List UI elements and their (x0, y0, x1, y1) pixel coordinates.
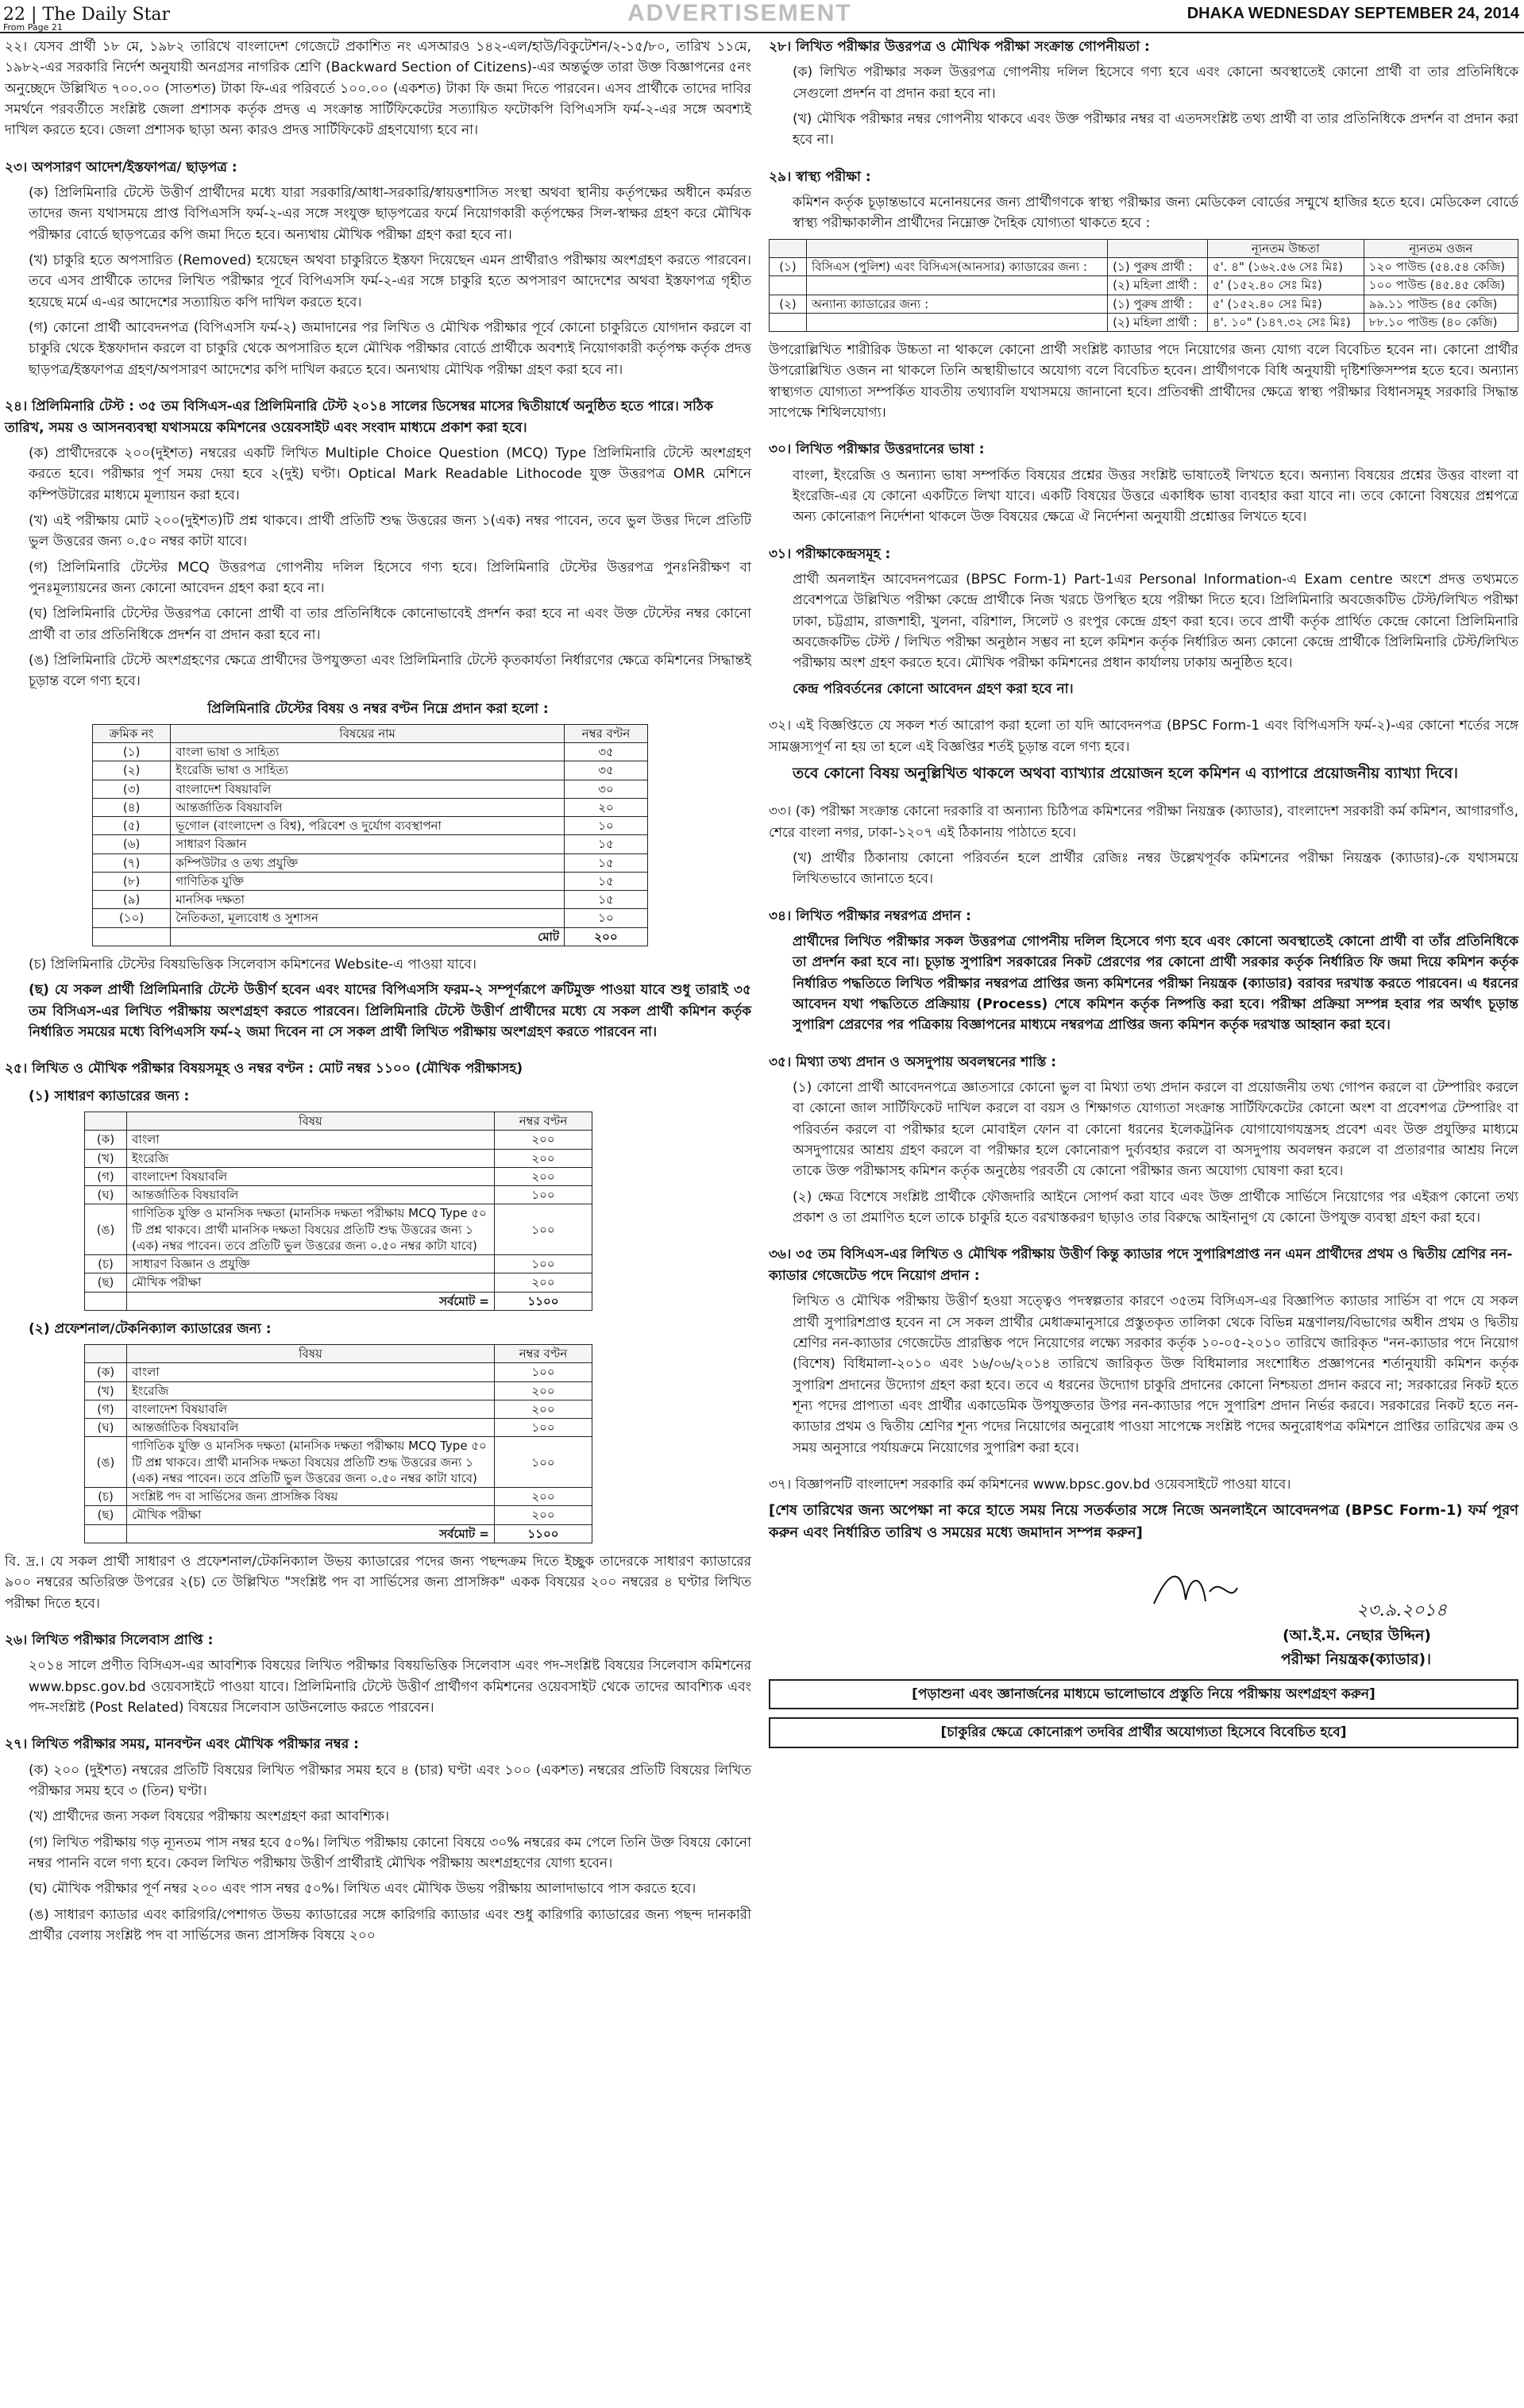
section-35-title: ৩৫। মিথ্যা তথ্য প্রদান ও অসদুপায় অবলম্বনের শাস্তি : (769, 1054, 1057, 1070)
prelim-row (93, 835, 648, 853)
table-header (1108, 239, 1208, 257)
right-column (769, 37, 1518, 1756)
prof-total-label: সর্বমোট = (127, 1524, 495, 1543)
section-28-title: ২৮। লিখিত পরীক্ষার উত্তরপত্র ও মৌখিক পরীক্ষা সংক্রান্ত গোপনীয়তা : (769, 39, 1150, 55)
table-cell: (২) মহিলা প্রার্থী : (1108, 276, 1208, 295)
para-22: ২২। যেসব প্রার্থী ১৮ মে, ১৯৮২ তারিখে বাংলাদেশ গেজেটে প্রকাশিত নং এসআরও ১৪২-এল/হাউ/বিকুটেশন/২-১৫/৮০, তারিখ ১১মে, ১৯৮২-এর সরকারি নির্দেশ অনুযায়ী অনগ্রসর নাগরিক শ্রেণি (Backward Section of Citizens)-এর অন্তর্ভুক্ত তারা উক্ত বিজ্ঞাপনের ৫নং অনুচ্ছেদে উল্লিখিত ৭০০.০০ (সাতশত) টাকা ফি-এর পরিবর্তে ১০০.০০ (একশত) টাকা ফি জমা দিতে পারবেন। এসব প্রার্থীকে তাদের দাবির সমর্থনে পরবর্তীতে সংশ্লিষ্ট জেলা প্রশাসক কর্তৃক প্রদত্ত এ সংক্রান্ত সার্টিফিকেটের সত্যায়িত ফটোকপি বিপিএসসি ফর্ম-২-এর সঙ্গে অবশ্যই দাখিল করতে হবে। জেলা প্রশাসক ছাড়া অন্য কারও প্রদত্ত সার্টিফিকেট গ্রহণযোগ্য হবে না। (5, 39, 751, 139)
para-24chh: (ছ) যে সকল প্রার্থী প্রিলিমিনারি টেস্টে উত্তীর্ণ হবেন এবং যাদের বিপিএসসি ফরম-২ সম্পূর্ণরূপে ক্রটিমুক্ত পাওয়া যাবে শুধু তারাই ৩৫ তম বিসিএস-এর লিখিত পরীক্ষায় অংশগ্রহণ করতে পারবেন। প্রিলিমিনারি টেস্টে উত্তীর্ণ প্রার্থীদের মধ্যে যে সকল প্রার্থী কমিশন কর্তৃক নির্ধারিত সময়ের মধ্যে বিপিএসসি ফর্ম-২ জমা দিবেন না সে সকল প্রার্থী লিখিত পরীক্ষায় অংশগ্রহণ করতে পারবেন না। (29, 982, 751, 1040)
table-header (85, 1345, 127, 1363)
general-cadre-row (85, 1273, 592, 1292)
para-27b: (খ) প্রার্থীদের জন্য সকল বিষয়ের পরীক্ষায় অংশগ্রহণ করা আবশ্যিক। (29, 1809, 390, 1825)
table-cell: ২০ (565, 798, 648, 816)
general-cadre-row (85, 1186, 592, 1204)
table-cell: (৫) (93, 817, 171, 835)
prelim-row (93, 853, 648, 872)
para-30: বাংলা, ইংরেজি ও অন্যান্য ভাষা সম্পর্কিত বিষয়ের প্রশ্নের উত্তর সংশ্লিষ্ট ভাষাতেই লিখতে হবে। অন্যান্য বিষয়ের প্রশ্নের উত্তর বাংলা বা ইংরেজি-এর যে কোনো একটিতে লিখা যাবে। একটি বিষয়ের উত্তরে একাধিক ভাষা ব্যবহার করা যাবে না। তবে কোনো বিষয়ের প্রশ্নপত্রে অন্য কোনোরূপ নির্দেশনা থাকলে উক্ত বিষয়ের ক্ষেত্রে ঐ নির্দেশনা অনুযায়ী প্রশ্নোত্তর লিখতে হবে। (793, 467, 1518, 526)
para-37: ৩৭। বিজ্ঞাপনটি বাংলাদেশ সরকারি কর্ম কমিশনের www.bpsc.gov.bd ওয়েবসাইটে পাওয়া যাবে। (769, 1476, 1291, 1493)
table-cell: সাধারণ বিজ্ঞান ও প্রযুক্তি (127, 1255, 495, 1273)
section-27 (5, 1734, 751, 1946)
table-cell: নৈতিকতা, মূল্যবোধ ও সুশাসন (171, 909, 565, 927)
prelim-row (93, 872, 648, 890)
para-24d: (ঘ) প্রিলিমিনারি টেস্টের উত্তরপত্র কোনো প্রার্থী বা তার প্রতিনিধিকে কোনোভাবেই প্রদর্শন করা হবে না এবং উক্ত টেস্টের নম্বর কোনো প্রার্থী বা তার প্রতিনিধিকে প্রদর্শন বা প্রদান করা হবে না। (29, 606, 751, 643)
masthead (0, 0, 1524, 33)
table-cell: ২০০ (495, 1131, 592, 1149)
table-cell: (২) (770, 295, 807, 313)
table-cell: ৮৮.১০ পাউন্ড (৪০ কেজি) (1364, 313, 1518, 331)
signature-block (769, 1560, 1518, 1624)
professional-cadre-row (85, 1419, 592, 1437)
table-cell (770, 276, 807, 295)
table-cell: ১২০ পাউন্ড (৫৪.৫৪ কেজি) (1364, 258, 1518, 276)
section-35 (769, 1052, 1518, 1229)
table-cell: (১) (93, 743, 171, 761)
professional-cadre-row (85, 1506, 592, 1524)
table-cell: ৯৯.১১ পাউন্ড (৪৫ কেজি) (1364, 295, 1518, 313)
note-nb: বি. দ্র.। যে সকল প্রার্থী সাধারণ ও প্রফেশনাল/টেকনিক্যাল উভয় ক্যাডারের পদের জন্য পছন্দক্রম দিতে ইচ্ছুক তাদেরকে সাধারণ ক্যাডারের ৯০০ নম্বরের অতিরিক্ত উপরের ২(চ) তে উল্লিখিত "সংশ্লিষ্ট পদ বা সার্ভিসের জন্য প্রাসঙ্গিক" একক বিষয়ের ২০০ নম্বরের ৪ ঘণ্টার লিখিত পরীক্ষা দিতে হবে। (5, 1553, 751, 1612)
prelim-row (93, 761, 648, 780)
table-cell: ভূগোল (বাংলাদেশ ও বিশ্ব), পরিবেশ ও দুর্যোগ ব্যবস্থাপনা (171, 817, 565, 835)
table-header: নম্বর বণ্টন (565, 724, 648, 742)
para-35a: (১) কোনো প্রার্থী আবেদনপত্রে জ্ঞাতসারে কোনো ভুল বা মিথ্যা তথ্য প্রদান করলে বা প্রয়োজনীয় তথ্য গোপন করলে বা টেম্পারিং করলে বা কোনো জাল সার্টিফিকেট দাখিল করলে বা বয়স ও শিক্ষাগত যোগ্যতা সংক্রান্ত সার্টিফিকেটের কোনো অংশ বা প্রবেশপত্র টেম্পারিং বা পরিবর্তন করলে বা পরীক্ষার হলে মোবাইল ফোন বা কোনো ধরনের ইলেকট্রনিক যোগাযোগযন্ত্রসহ প্রবেশ এবং উক্ত প্রযুক্তির মাধ্যমে অসদুপায়ের আশ্রয় গ্রহণ করলে বা পরীক্ষার হলে কোনোরূপ দুর্ব্যবহার করলে বা অসদুপায় অবলম্বন করলে বা প্রতারণার আশ্রয় নিলে তাকে উক্ত পরীক্ষাসহ কমিশন কর্তৃক অনুষ্ঠেয় পরবর্তী যে কোনো পরীক্ষার জন্য অযোগ্য ঘোষণা করা হবে। (793, 1080, 1518, 1180)
advertisement-label: ADVERTISEMENT (627, 0, 852, 26)
prof-total: ১১০০ (495, 1524, 592, 1543)
notice-box-lobbying: [চাকুরির ক্ষেত্রে কোনোরূপ তদবির প্রার্থীর অযোগ্যতা হিসেবে বিবেচিত হবে] (769, 1717, 1518, 1747)
general-cadre-row (85, 1149, 592, 1167)
table-cell: ১৫ (565, 853, 648, 872)
table-cell: (গ) (85, 1167, 127, 1185)
health-row (770, 276, 1518, 295)
table-cell: (ঙ) (85, 1437, 127, 1488)
professional-cadre-table (84, 1344, 592, 1543)
table-cell: (৩) (93, 780, 171, 798)
prelim-row (93, 891, 648, 909)
section-22 (5, 37, 751, 141)
para-24a: (ক) প্রার্থীদেরকে ২০০(দুইশত) নম্বরের একটি লিখিত Multiple Choice Question (MCQ) Type প্রিলিমিনারি টেস্টে অংশগ্রহণ করতে হবে। পরীক্ষার পূর্ণ সময় দেয়া হবে ২(দুই) ঘণ্টা। Optical Mark Readable Lithocode যুক্ত উত্তরপত্র OMR মেশিনে কম্পিউটারের মাধ্যমে মূল্যায়ন করা হবে। (29, 445, 751, 503)
table-cell: (৯) (93, 891, 171, 909)
table-cell: ১০ (565, 817, 648, 835)
table-cell: (১০) (93, 909, 171, 927)
para-26: ২০১৪ সালে প্রণীত বিসিএস-এর আবশ্যিক বিষয়ের লিখিত পরীক্ষার বিষয়ভিত্তিক সিলেবাস এবং পদ-সংশ্লিষ্ট বিষয়ের সিলেবাস কমিশনের www.bpsc.gov.bd ওয়েবসাইটে পাওয়া যাবে। প্রিলিমিনারি টেস্টে উত্তীর্ণ প্রার্থীগণ কমিশনের ওয়েবসাইট থেকে তাদের আবশ্যিক এবং পদ-সংশ্লিষ্ট (Post Related) বিষয়ের সিলেবাস ডাউনলোড করতে পারবেন। (29, 1658, 751, 1716)
table-cell: ২০০ (495, 1488, 592, 1506)
signatory-name: (আ.ই.ম. নেছার উদ্দিন) (1282, 1627, 1431, 1645)
para-27e: (ঙ) সাধারণ ক্যাডার এবং কারিগরি/পেশাগত উভয় ক্যাডারের সঙ্গে কারিগরি ক্যাডার এবং শুধু কারিগরি ক্যাডারের জন্য পছন্দ দানকারী প্রার্থীর বেলায় সংশ্লিষ্ট পদ বা সার্ভিসের জন্য প্রাসঙ্গিক বিষয়ে ২০০ (29, 1906, 751, 1944)
table-cell: কম্পিউটার ও তথ্য প্রযুক্তি (171, 853, 565, 872)
table-cell: সংশ্লিষ্ট পদ বা সার্ভিসের জন্য প্রাসঙ্গিক বিষয় (127, 1488, 495, 1506)
table-cell: বাংলাদেশ বিষয়াবলি (171, 780, 565, 798)
table-header (807, 239, 1108, 257)
professional-cadre-row (85, 1400, 592, 1418)
prelim-total-label: মোট (171, 927, 565, 946)
table-cell: গাণিতিক যুক্তি ও মানসিক দক্ষতা (মানসিক দক্ষতা পরীক্ষায় MCQ Type ৫০ টি প্রশ্ন থাকবে। প্রার্থী মানসিক দক্ষতা বিষয়ের প্রতিটি শুদ্ধ উত্তরের জন্য ১ (এক) নম্বর পাবেন। তবে প্রতিটি ভুল উত্তরের জন্য ০.৫০ নম্বর কাটা যাবে) (127, 1204, 495, 1255)
table-cell: (৭) (93, 853, 171, 872)
table-cell: বাংলা ভাষা ও সাহিত্য (171, 743, 565, 761)
para-27c: (গ) লিখিত পরীক্ষায় গড় ন্যূনতম পাস নম্বর হবে ৫০%। লিখিত পরীক্ষায় কোনো বিষয়ে ৩০% নম্বরের কম পেলে তিনি উক্ত বিষয়ে কোনো নম্বর পাননি বলে গণ্য হবে। কেবল লিখিত পরীক্ষায় উত্তীর্ণ প্রার্থীরাই মৌখিক পরীক্ষায় অংশগ্রহণের যোগ্য হবেন। (29, 1834, 751, 1871)
prelim-row (93, 743, 648, 761)
table-cell: ২০০ (495, 1273, 592, 1292)
table-cell: ৫' (১৫২.৪০ সেঃ মিঃ) (1207, 276, 1364, 295)
table-cell (807, 276, 1108, 295)
page-number: 22 | The Daily Star (3, 5, 171, 25)
table-cell: ১৫ (565, 891, 648, 909)
table-cell: (ঘ) (85, 1419, 127, 1437)
table-cell: (ছ) (85, 1273, 127, 1292)
para-31b: কেন্দ্র পরিবর্তনের কোনো আবেদন গ্রহণ করা হবে না। (793, 680, 1074, 697)
left-column (5, 37, 751, 1962)
table-cell: ১০০ পাউন্ড (৪৫.৪৫ কেজি) (1364, 276, 1518, 295)
table-cell: ৫'. ৪" (১৬২.৫৬ সেঃ মিঃ) (1207, 258, 1364, 276)
section-37 (769, 1474, 1518, 1544)
section-31-title: ৩১। পরীক্ষাকেন্দ্রসমূহ : (769, 545, 891, 562)
table-header: বিষয় (127, 1112, 495, 1131)
table-cell: ১০০ (495, 1186, 592, 1204)
health-row (770, 295, 1518, 313)
para-24ch: (চ) প্রিলিমিনারি টেস্টের বিষয়ভিত্তিক সিলেবাস কমিশনের Website-এ পাওয়া যাবে। (29, 956, 476, 973)
gen-total-label: সর্বমোট = (127, 1292, 495, 1310)
section-36-title: ৩৬। ৩৫ তম বিসিএস-এর লিখিত ও মৌখিক পরীক্ষায় উত্তীর্ণ কিন্তু ক্যাডার পদে সুপারিশপ্রাপ্ত নন এমন প্রার্থীদের প্রথম ও দ্বিতীয় শ্রেণির নন-ক্যাডার গেজেটেড পদে নিয়োগ প্রদান : (769, 1246, 1513, 1284)
table-header: ক্রমিক নং (93, 724, 171, 742)
table-cell: গাণিতিক যুক্তি (171, 872, 565, 890)
table-header: বিষয় (127, 1345, 495, 1363)
prelim-row (93, 909, 648, 927)
professional-cadre-title: (২) প্রফেশনাল/টেকনিক্যাল ক্যাডারের জন্য : (29, 1320, 272, 1337)
table-cell: ১০০ (495, 1255, 592, 1273)
section-23-title: ২৩। অপসারণ আদেশ/ইস্তফাপত্র/ ছাড়পত্র : (5, 159, 237, 175)
table-cell: ২০০ (495, 1400, 592, 1418)
table-header (770, 239, 807, 257)
table-cell: ১০০ (495, 1204, 592, 1255)
section-24 (5, 396, 751, 1042)
table-cell: আন্তর্জাতিক বিষয়াবলি (127, 1186, 495, 1204)
section-29 (769, 167, 1518, 424)
table-cell: মানসিক দক্ষতা (171, 891, 565, 909)
table-cell: সাধারণ বিজ্ঞান (171, 835, 565, 853)
table-header: নম্বর বণ্টন (495, 1112, 592, 1131)
table-cell (770, 313, 807, 331)
table-cell: মৌখিক পরীক্ষা (127, 1506, 495, 1524)
prelim-row (93, 798, 648, 816)
table-cell: ১০০ (495, 1363, 592, 1381)
table-cell: (খ) (85, 1149, 127, 1167)
table-cell: (ছ) (85, 1506, 127, 1524)
general-cadre-row (85, 1167, 592, 1185)
table-cell: ১০০ (495, 1437, 592, 1488)
para-29: কমিশন কর্তৃক চূড়ান্তভাবে মনোনয়নের জন্য প্রার্থীগণকে স্বাস্থ্য পরীক্ষার জন্য মেডিকেল বোর্ডের সম্মুখে হাজির হতে হবে। মেডিকেল বোর্ডে স্বাস্থ্য পরীক্ষাকালীন প্রার্থীদের নিম্নোক্ত দৈহিক যোগ্যতা থাকতে হবে : (793, 195, 1518, 232)
table-cell: গাণিতিক যুক্তি ও মানসিক দক্ষতা (মানসিক দক্ষতা পরীক্ষায় MCQ Type ৫০ টি প্রশ্ন থাকবে। প্রার্থী মানসিক দক্ষতা বিষয়ের প্রতিটি শুদ্ধ উত্তরের জন্য ১ (এক) নম্বর পাবেন। তবে প্রতিটি ভুল উত্তরের জন্য ০.৫০ নম্বর কাটা যাবে) (127, 1437, 495, 1488)
table-header: ন্যূনতম ওজন (1364, 239, 1518, 257)
signatory-title: পরীক্ষা নিয়ন্ত্রক(ক্যাডার)। (1280, 1650, 1431, 1668)
table-cell: মৌখিক পরীক্ষা (127, 1273, 495, 1292)
table-cell: (ঘ) (85, 1186, 127, 1204)
section-32 (769, 715, 1518, 785)
table-cell: (১) পুরুষ প্রার্থী : (1108, 295, 1208, 313)
final-note: [শেষ তারিখের জন্য অপেক্ষা না করে হাতে সময় নিয়ে সতর্কতার সঙ্গে নিজে অনলাইনে আবেদনপত্র (BPSC Form-1) ফর্ম পূরণ করুন এবং নির্ধারিত তারিখ ও সময়ের মধ্যে জমাদান সম্পন্ন করুন] (769, 1502, 1518, 1542)
table-cell (807, 313, 1108, 331)
table-cell: ইংরেজি (127, 1381, 495, 1400)
table-cell: ১০০ (495, 1419, 592, 1437)
prelim-row (93, 817, 648, 835)
issue-date: DHAKA WEDNESDAY SEPTEMBER 24, 2014 (1186, 5, 1519, 22)
table-cell: ১০ (565, 909, 648, 927)
para-24b: (খ) এই পরীক্ষায় মোট ২০০(দুইশত)টি প্রশ্ন থাকবে। প্রার্থী প্রতিটি শুদ্ধ উত্তরের জন্য ১(এক) নম্বর পাবেন, তবে ভুল উত্তর দিলে প্রতিটি ভুল উত্তরের জন্য ০.৫০ নম্বর কাটা যাবে। (29, 512, 751, 550)
section-26-title: ২৬। লিখিত পরীক্ষার সিলেবাস প্রাপ্তি : (5, 1632, 214, 1648)
table-cell: বিসিএস (পুলিশ) এবং বিসিএস(আনসার) ক্যাডারের জন্য : (807, 258, 1108, 276)
para-27d: (ঘ) মৌখিক পরীক্ষার পূর্ণ নম্বর ২০০ এবং পাস নম্বর ৫০%। লিখিত এবং মৌখিক উভয় পরীক্ষায় আলাদাভাবে পাস করতে হবে। (29, 1881, 696, 1898)
general-cadre-title: (১) সাধারণ ক্যাডারের জন্য : (29, 1088, 190, 1104)
table-cell: ২০০ (495, 1167, 592, 1185)
gen-total: ১১০০ (495, 1292, 592, 1310)
section-34-title: ৩৪। লিখিত পরীক্ষার নম্বরপত্র প্রদান : (769, 907, 971, 924)
table-cell: ৩৫ (565, 761, 648, 780)
table-cell: (৬) (93, 835, 171, 853)
table-cell: অন্যান্য ক্যাডারের জন্য : (807, 295, 1108, 313)
para-32b: তবে কোনো বিষয় অনুল্লিখিত থাকলে অথবা ব্যাখ্যার প্রয়োজন হলে কমিশন এ ব্যাপারে প্রয়োজনীয় ব্যাখ্যা দিবে। (793, 764, 1458, 782)
professional-cadre-row (85, 1363, 592, 1381)
table-cell: ৪'. ১০" (১৪৭.৩২ সেঃ মিঃ) (1207, 313, 1364, 331)
table-cell: (২) মহিলা প্রার্থী : (1108, 313, 1208, 331)
table-cell: ইংরেজি (127, 1149, 495, 1167)
section-27-title: ২৭। লিখিত পরীক্ষার সময়, মানবণ্টন এবং মৌখিক পরীক্ষার নম্বর : (5, 1736, 359, 1753)
from-page: From Page 21 (3, 22, 63, 33)
table-header: বিষয়ের নাম (171, 724, 565, 742)
table-header (85, 1112, 127, 1131)
para-23a: (ক) প্রিলিমিনারি টেস্টে উত্তীর্ণ প্রার্থীদের মধ্যে যারা সরকারি/আধা-সরকারি/স্বায়ত্তশাসিত সংস্থা অথবা স্থানীয় কর্তৃপক্ষের অধীনে কর্মরত তাদের জন্য যথাসময়ে প্রাপ্ত বিপিএসসি ফর্ম-২-এর সঙ্গে সংযুক্ত ছাড়পত্রের ফর্মে নিয়োগকারী কর্তৃপক্ষের সিল-স্বাক্ষর গ্রহণ করে মৌখিক পরীক্ষার বোর্ডে ছাড়পত্রের কপি জমা দিতে হবে। অন্যথায় মৌখিক পরীক্ষা গ্রহণ করা হবে না। (29, 185, 751, 243)
table-cell: ১৫ (565, 835, 648, 853)
table-cell: (ক) (85, 1131, 127, 1149)
professional-cadre-row (85, 1488, 592, 1506)
section-36 (769, 1244, 1518, 1458)
table-cell: বাংলা (127, 1131, 495, 1149)
table-cell: ২০০ (495, 1506, 592, 1524)
table-cell: বাংলা (127, 1363, 495, 1381)
table-cell: ইংরেজি ভাষা ও সাহিত্য (171, 761, 565, 780)
table-cell: ৫' (১৫২.৪০ সেঃ মিঃ) (1207, 295, 1364, 313)
section-30 (769, 439, 1518, 527)
table-cell: (ক) (85, 1363, 127, 1381)
prelim-total: ২০০ (565, 927, 648, 946)
section-30-title: ৩০। লিখিত পরীক্ষার উত্তরদানের ভাষা : (769, 441, 985, 458)
table-cell: বাংলাদেশ বিষয়াবলি (127, 1167, 495, 1185)
table-cell: আন্তর্জাতিক বিষয়াবলি (127, 1419, 495, 1437)
para-28b: (খ) মৌখিক পরীক্ষার নম্বর গোপনীয় থাকবে এবং উক্ত পরীক্ষার নম্বর বা এতদসংশ্লিষ্ট তথ্য প্রার্থী বা তার প্রতিনিধিকে প্রদর্শন বা প্রদান করা হবে না। (793, 111, 1518, 148)
para-24c: (গ) প্রিলিমিনারি টেস্টের MCQ উত্তরপত্র গোপনীয় দলিল হিসেবে গণ্য হবে। প্রিলিমিনারি টেস্টের উত্তরপত্র পুনঃনিরীক্ষণ বা পুনঃমূল্যায়নের জন্য কোনো আবেদন গ্রহণ করা হবে না। (29, 559, 751, 596)
table-cell: (৮) (93, 872, 171, 890)
para-34: প্রার্থীদের লিখিত পরীক্ষার সকল উত্তরপত্র গোপনীয় দলিল হিসেবে গণ্য হবে এবং কোনো অবস্থাতেই কোনো প্রার্থী বা তাঁর প্রতিনিধিকে তা প্রদর্শন করা হবে না। চূড়ান্ত সুপারিশ সরকারের নিকট প্রেরণের পর কোনো প্রার্থী সরকার কর্তৃক নির্ধারিত ফি জমা দিয়ে কমিশন কর্তৃক নির্ধারিত পদ্ধতিতে লিখিত পরীক্ষার নম্বরপত্র প্রাপ্তির জন্য কমিশনের পরীক্ষা নিয়ন্ত্রক (ক্যাডার) বরাবর দরখাস্ত করতে পারবেন। এ ধরনের আবেদন যথা পদ্ধতিতে প্রক্রিয়ায় (Process) শেষে কমিশন কর্তৃক নিষ্পত্তি করা হবে। পরীক্ষা প্রক্রিয়া সম্পন্ন হবার পর অর্থাৎ চূড়ান্ত সুপারিশ প্রেরণের পর পত্রিকায় বিজ্ঞাপনের মাধ্যমে নম্বরপত্র প্রাপ্তির জন্য কমিশন কর্তৃক দরখাস্ত আহ্বান করা হবে। (793, 934, 1518, 1034)
table-cell: আন্তর্জাতিক বিষয়াবলি (171, 798, 565, 816)
section-26 (5, 1630, 751, 1718)
general-cadre-table (84, 1112, 592, 1311)
health-row (770, 313, 1518, 331)
table-header: ন্যূনতম উচ্চতা (1207, 239, 1364, 257)
section-23 (5, 157, 751, 380)
section-31 (769, 544, 1518, 699)
section-25 (5, 1058, 751, 1614)
table-cell: (ঙ) (85, 1204, 127, 1255)
section-28 (769, 37, 1518, 151)
table-cell: (২) (93, 761, 171, 780)
section-24-title: ২৪। প্রিলিমিনারি টেস্ট : ৩৫ তম বিসিএস-এর প্রিলিমিনারি টেস্ট ২০১৪ সালের ডিসেম্বর মাসের দ্বিতীয়ার্ধে অনুষ্ঠিত হতে পারে। সঠিক তারিখ, সময় ও আসনব্যবস্থা যথাসময়ে কমিশনের ওয়েবসাইট এবং সংবাদ মাধ্যমে প্রকাশ করা হবে। (5, 399, 713, 436)
table-cell: (চ) (85, 1488, 127, 1506)
table-cell: (খ) (85, 1381, 127, 1400)
section-33 (769, 801, 1518, 889)
para-23b: (খ) চাকুরি হতে অপসারিত (Removed) হয়েছেন অথবা চাকুরিতে ইস্তফা দিয়েছেন এমন প্রার্থীরাও পরীক্ষায় অংশগ্রহণ করতে পারবেন। তবে এসব প্রার্থীকে তাদের লিখিত পরীক্ষার পূর্বে বিপিএসসি ফর্ম-২-এর সঙ্গে চাকুরি হতে অপসারণ আদেশের অথবা ইস্তফাপত্র গৃহীত হয়েছে মর্মে এ-এর আদেশের সত্যায়িত কপি দাখিল করতে হবে। (29, 252, 751, 310)
general-cadre-row (85, 1131, 592, 1149)
table-cell: ১৫ (565, 872, 648, 890)
para-33b: (খ) প্রার্থীর ঠিকানায় কোনো পরিবর্তন হলে প্রার্থীর রেজিঃ নম্বর উল্লেখপূর্বক কমিশনের পরীক্ষা নিয়ন্ত্রক (ক্যাডার)-কে যথাসময়ে লিখিতভাবে জানাতে হবে। (793, 850, 1518, 888)
signature-date: ২৩.৯.২০১৪ (1356, 1601, 1447, 1621)
table-cell: (চ) (85, 1255, 127, 1273)
table-cell: (৪) (93, 798, 171, 816)
table-cell: বাংলাদেশ বিষয়াবলি (127, 1400, 495, 1418)
table-cell: (১) পুরুষ প্রার্থী : (1108, 258, 1208, 276)
prelim-table-caption: প্রিলিমিনারি টেস্টের বিষয় ও নম্বর বণ্টন নিম্নে প্রদান করা হলো : (207, 700, 549, 717)
section-34 (769, 906, 1518, 1036)
para-23c: (গ) কোনো প্রার্থী আবেদনপত্র (বিপিএসসি ফর্ম-২) জমাদানের পর লিখিত ও মৌখিক পরীক্ষার পূর্বে কোনো চাকুরিতে যোগদান করলে বা চাকুরি থেকে ইস্তফাদান করলে বা চাকুরি থেকে অপসারিত হলে মৌখিক পরীক্ষার বোর্ডে প্রার্থীকে অবশ্যই নিয়োগকারী কর্তৃপক্ষ কর্তৃক প্রদত্ত ছাড়পত্র/ইস্তফাপত্র গ্রহণ/অপসারণ আদেশের কপি দাখিল করতে হবে। অন্যথায় মৌখিক পরীক্ষা গ্রহণ করা হবে না। (29, 320, 751, 378)
table-cell: (গ) (85, 1400, 127, 1418)
health-row (770, 258, 1518, 276)
prelim-table (92, 724, 648, 946)
table-cell: ৩০ (565, 780, 648, 798)
notice-box-preparation: [পড়াশুনা এবং জ্ঞানার্জনের মাধ্যমে ভালোভাবে প্রস্তুতি নিয়ে পরীক্ষায় অংশগ্রহণ করুন] (769, 1679, 1518, 1709)
table-cell: ২০০ (495, 1149, 592, 1167)
professional-cadre-row (85, 1437, 592, 1488)
section-25-title: ২৫। লিখিত ও মৌখিক পরীক্ষার বিষয়সমূহ ও নম্বর বণ্টন : মোট নম্বর ১১০০ (মৌখিক পরীক্ষাসহ) (5, 1061, 523, 1077)
para-35b: (২) ক্ষেত্র বিশেষে সংশ্লিষ্ট প্রার্থীকে ফৌজদারি আইনে সোপর্দ করা যাবে এবং উক্ত প্রার্থীকে সার্ভিসে নিয়োগের পর এইরূপ কোনো তথ্য প্রকাশ ও তা প্রমাণিত হলে তাকে চাকুরি হতে বরখাস্তকরণ ছাড়াও তার বিরুদ্ধে আইনানুগ যে কোনো উপযুক্ত ব্যবস্থা গ্রহণ করা হবে। (793, 1189, 1518, 1227)
table-header: নম্বর বণ্টন (495, 1345, 592, 1363)
general-cadre-row (85, 1204, 592, 1255)
para-33a: ৩৩। (ক) পরীক্ষা সংক্রান্ত কোনো দরকারি বা অন্যান্য চিঠিপত্র কমিশনের পরীক্ষা নিয়ন্ত্রক (ক্যাডার), বাংলাদেশ সরকারী কর্ম কমিশন, আগারগাঁও, শেরে বাংলা নগর, ঢাকা-১২০৭ এই ঠিকানায় পাঠাতে হবে। (769, 803, 1518, 841)
professional-cadre-row (85, 1381, 592, 1400)
para-24e: (ঙ) প্রিলিমিনারি টেস্টে অংশগ্রহণের ক্ষেত্রে প্রার্থীদের উপযুক্ততা এবং প্রিলিমিনারি টেস্টে কৃতকার্যতা নির্ধারণের ক্ষেত্রে কমিশনের সিদ্ধান্তই চূড়ান্ত বলে গণ্য হবে। (29, 652, 751, 690)
para-27a: (ক) ২০০ (দুইশত) নম্বরের প্রতিটি বিষয়ের লিখিত পরীক্ষার সময় হবে ৪ (চার) ঘণ্টা এবং ১০০ (একশত) নম্বরের প্রতিটি বিষয়ের লিখিত পরীক্ষার সময় হবে ৩ (তিন) ঘণ্টা। (29, 1762, 751, 1799)
signature-mark (1146, 1560, 1352, 1622)
section-29-title: ২৯। স্বাস্থ্য পরীক্ষা : (769, 168, 871, 185)
prelim-row (93, 780, 648, 798)
table-cell: (১) (770, 258, 807, 276)
table-cell: ২০০ (495, 1381, 592, 1400)
para-32: ৩২। এই বিজ্ঞপ্তিতে যে সকল শর্ত আরোপ করা হলো তা যদি আবেদনপত্র (BPSC Form-1 এবং বিপিএসসি ফর্ম-২)-এর কোনো শর্তের সঙ্গে সামঞ্জস্যপূর্ণ না হয় তা হলে এই বিজ্ঞপ্তির শর্তই চূড়ান্ত বলে গণ্য হবে। (769, 718, 1518, 755)
table-cell: ৩৫ (565, 743, 648, 761)
health-table (769, 239, 1518, 332)
para-31: প্রার্থী অনলাইন আবেদনপত্রের (BPSC Form-1) Part-1এর Personal Information-এ Exam centre অংশে প্রদত্ত তথ্যমতে প্রবেশপত্রে উল্লিখিত পরীক্ষা কেন্দ্রে প্রার্থীকে নিজ খরচে উপস্থিত হয়ে পরীক্ষা দিতে হবে। প্রিলিমিনারি অবজেকটিভ টেস্ট/লিখিত পরীক্ষা ঢাকা, চট্টগ্রাম, রাজশাহী, খুলনা, বরিশাল, সিলেট ও রংপুর কেন্দ্রে গ্রহণ করা হবে। তবে প্রার্থী কর্তৃক প্রার্থিত কেন্দ্রে কোনো প্রিলিমিনারি অবজেকটিভ টেস্ট / লিখিত পরীক্ষা অনুষ্ঠান সম্ভব না হলে কমিশন কর্তৃক নির্ধারিত অন্য কোনো কেন্দ্রে প্রার্থীকে প্রিলিমিনারি টেস্ট/লিখিত পরীক্ষায় অংশ গ্রহণ করতে হবে। মৌখিক পরীক্ষা কমিশনের প্রধান কার্যালয় ঢাকায় অনুষ্ঠিত হবে। (793, 572, 1518, 672)
general-cadre-row (85, 1255, 592, 1273)
para-28a: (ক) লিখিত পরীক্ষার সকল উত্তরপত্র গোপনীয় দলিল হিসেবে গণ্য হবে এবং কোনো অবস্থাতেই কোনো প্রার্থী বা তার প্রতিনিধিকে সেগুলো প্রদর্শন বা প্রদান করা হবে না। (793, 64, 1518, 102)
para-29b: উপরোল্লিখিত শারীরিক উচ্চতা না থাকলে কোনো প্রার্থী সংশ্লিষ্ট ক্যাডার পদে নিয়োগের জন্য যোগ্য বলে বিবেচিত হবেন না। কোনো প্রার্থীর উপরোল্লিখিত ওজন না থাকলে তিনি অস্থায়ীভাবে অযোগ্য বলে বিবেচিত হবেন। প্রার্থীগণকে বিধি অনুযায়ী দৃষ্টিশক্তিসম্পন্ন হতে হবে। অন্যান্য স্বাস্থ্যগত যোগ্যতা সম্পর্কিত যাবতীয় তথ্যাবলি যথাসময়ে জানানো হবে। প্রতিবন্ধী প্রার্থীদের ক্ষেত্রে স্বাস্থ্য পরীক্ষার বিধানসমূহ সরকারি সিদ্ধান্ত সাপেক্ষে শিথিলযোগ্য। (769, 342, 1518, 422)
para-36: লিখিত ও মৌখিক পরীক্ষায় উত্তীর্ণ হওয়া সত্ত্বেও পদস্বল্পতার কারণে ৩৫তম বিসিএস-এর বিজ্ঞাপিত ক্যাডার সার্ভিস বা পদে যে সকল প্রার্থী সুপারিশপ্রাপ্ত হবেন না সে সকল প্রার্থীর মেধাক্রমানুসারে প্রস্তুতকৃত তালিকা থেকে বিভিন্ন মন্ত্রণালয়/বিভাগের অধীন প্রথম ও দ্বিতীয় শ্রেণির নন-ক্যাডার গেজেটেড প্রারম্ভিক পদে নিয়োগের লক্ষ্যে সরকার কর্তৃক ১০-০৫-২০১০ তারিখে জারিকৃত "নন-ক্যাডার পদে নিয়োগ (বিশেষ) বিধিমালা-২০১০ এবং ১৬/০৬/২০১৪ তারিখে জারিকৃত উক্ত বিধিমালার সংশোধিত প্রজ্ঞাপনের শর্তানুযায়ী কমিশন কর্তৃক সুপারিশ প্রদানের উদ্যোগ গ্রহণ করা হবে। তবে এ ধরনের উদ্যোগ চাকুরি প্রদানের কোনো নিশ্চয়তা প্রদান করবে না; সরকারের নিকট হতে শূন্য পদের প্রাপ্যতা এবং প্রার্থীর একাডেমিক উপযুক্ততার উপর নন-ক্যাডার পদে সুপারিশ প্রদান নির্ভর করবে। সরকারের নিকট হতে নন-ক্যাডার প্রথম ও দ্বিতীয় শ্রেণির শূন্য পদের নিয়োগের অনুরোধ পাওয়া সাপেক্ষে সংশ্লিষ্ট পদের অনুরোধপত্র কমিশনে প্রাপ্তির তারিখের ক্রম ও সময় অনুসারে পর্যায়ক্রমে নিয়োগের সুপারিশ করা হবে। (793, 1293, 1518, 1456)
